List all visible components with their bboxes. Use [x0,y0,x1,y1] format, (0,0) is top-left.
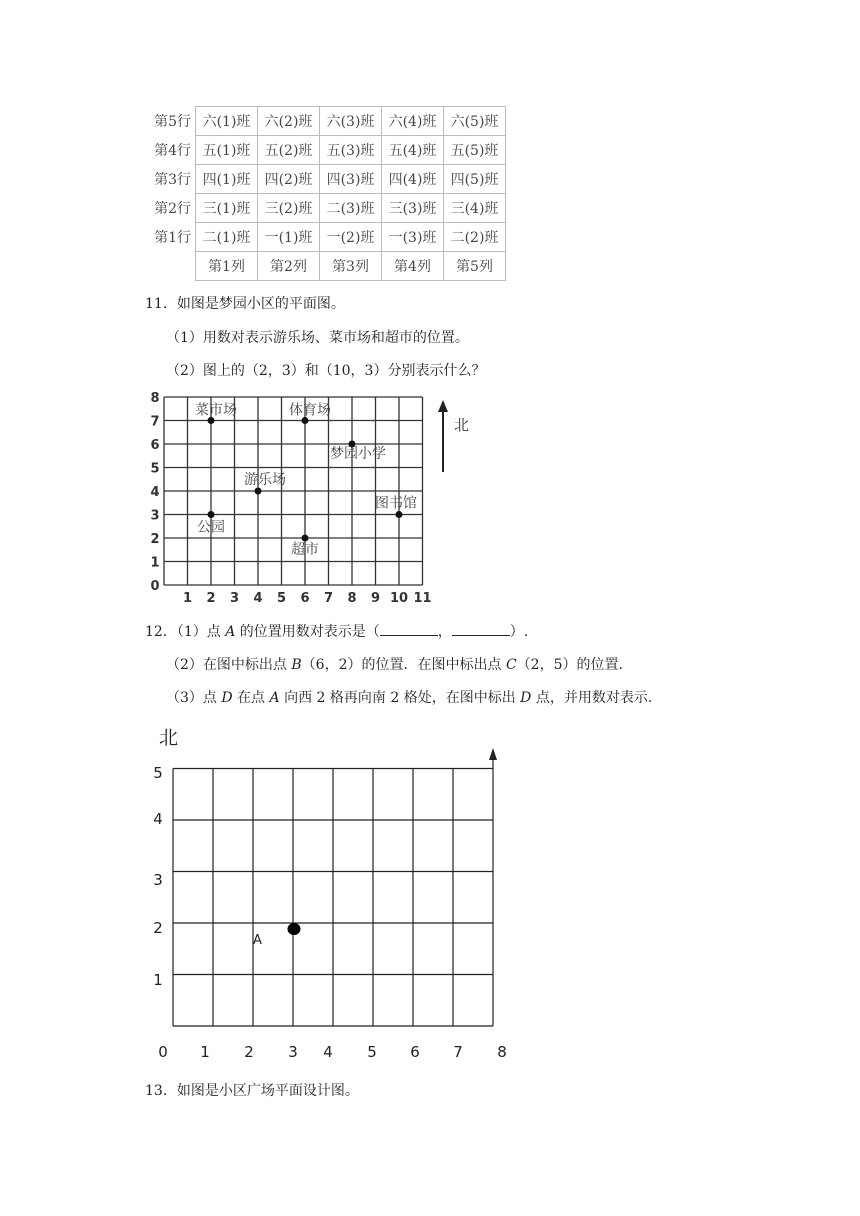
map-point-label: 超市 [291,542,319,558]
table-cell: 六(2)班 [258,107,320,136]
y-tick-label: 0 [150,579,160,594]
map-point-label: 公园 [197,519,225,536]
q11-title-text: 如图是梦园小区的平面图。 [176,296,345,312]
column-label: 第1列 [196,252,258,281]
x-tick-label: 8 [497,1043,507,1061]
table-row [145,165,506,194]
row-label: 第3行 [154,172,191,188]
x-tick-label: 7 [453,1043,463,1061]
table-cell: 二(1)班 [196,223,258,252]
x-tick-label: 6 [300,591,310,606]
table-cell: 一(2)班 [320,223,382,252]
y-tick-label: 8 [150,392,160,406]
y-tick-label: 6 [150,438,160,453]
y-tick-label: 4 [153,810,163,828]
q11-sub1: （1）用数对表示游乐场、菜市场和超市的位置。 [166,330,469,346]
q13-title-text: 如图是小区广场平面设计图。 [176,1083,359,1099]
x-tick-label: 1 [182,591,193,606]
q12-sub2: （2）在图中标出点 B（6，2）的位置．在图中标出点 C（2，5）的位置. [166,657,623,673]
table-cell: 六(5)班 [444,107,506,136]
table-row [145,107,506,136]
table-cell: 四(2)班 [258,165,320,194]
y-tick-label: 2 [150,532,160,547]
table-cell: 五(5)班 [444,136,506,165]
q12-number: 12． [145,624,177,640]
map-point [208,511,215,518]
map-point [302,535,309,542]
x-tick-label: 7 [323,591,334,606]
q12-sub1: 12．（1）点 A 的位置用数对表示是（ ， ）. [145,621,528,641]
answer-blank-2[interactable] [452,621,510,636]
x-tick-label: 2 [244,1043,254,1061]
north-arrow-head-icon [489,748,497,760]
point-a-var: A [225,624,236,640]
answer-blank-1[interactable] [380,621,438,636]
table-cell: 五(1)班 [196,136,258,165]
x-tick-label: 6 [410,1043,420,1061]
table-cell: 六(4)班 [382,107,444,136]
y-tick-label: 3 [153,871,163,889]
table-cell: 三(2)班 [258,194,320,223]
x-tick-label: 3 [288,1043,298,1061]
table-cell: 二(2)班 [444,223,506,252]
map-point-label: 游乐场 [244,472,286,488]
table-cell: 一(1)班 [258,223,320,252]
x-tick-label: 1 [200,1043,210,1061]
column-label: 第3列 [320,252,382,281]
coordinate-grid [145,720,515,1065]
table-row [145,136,506,165]
table-cell: 四(5)班 [444,165,506,194]
y-tick-label: 5 [153,764,163,782]
x-tick-label: 9 [370,591,381,606]
table-cell: 三(3)班 [382,194,444,223]
table-cell: 五(4)班 [382,136,444,165]
table-cell: 五(3)班 [320,136,382,165]
y-tick-label: 7 [150,414,160,430]
table-cell: 三(1)班 [196,194,258,223]
table-cell: 六(3)班 [320,107,382,136]
q12-sub3: （3）点 D 在点 A 向西 2 格再向南 2 格处，在图中标出 D 点，并用数对表示. [166,690,653,706]
table-row [145,223,506,252]
map-point [396,511,403,518]
y-tick-label: 1 [150,555,160,571]
north-label: 北 [159,727,179,749]
x-tick-label: 3 [229,591,240,606]
map-point-label: 梦园小学 [330,446,386,462]
map-point-label: 体育场 [289,402,331,419]
row-label: 第2行 [154,201,191,217]
x-tick-label: 0 [158,1043,168,1061]
table-cell: 三(4)班 [444,194,506,223]
point-a-dot [288,923,301,935]
table-cell: 四(4)班 [382,165,444,194]
q11-number: 11． [145,296,177,312]
row-label: 第5行 [154,114,191,130]
column-label: 第5列 [444,252,506,281]
y-tick-label: 5 [150,461,160,477]
table-cell: 一(3)班 [382,223,444,252]
map-point [255,488,262,495]
point-a-label: A [253,933,262,948]
table-cell: 四(3)班 [320,165,382,194]
x-tick-label: 4 [253,591,263,606]
table-cell: 二(3)班 [320,194,382,223]
y-tick-label: 3 [150,508,160,524]
x-tick-label: 5 [276,591,287,606]
seating-table [145,106,506,281]
row-label: 第1行 [154,230,191,246]
table-cell: 四(1)班 [196,165,258,194]
q11-title [145,293,345,313]
y-tick-label: 1 [153,971,163,989]
q11-sub2: （2）图上的（2，3）和（10，3）分别表示什么？ [166,363,486,379]
table-cell: 五(2)班 [258,136,320,165]
q13-number: 13． [145,1083,177,1099]
column-label-row [145,252,506,281]
table-row [145,194,506,223]
north-arrow-head-icon [438,400,448,412]
x-tick-label: 5 [367,1043,377,1061]
column-label: 第4列 [382,252,444,281]
x-tick-label: 11 [413,591,432,606]
y-tick-label: 2 [153,919,163,937]
q13-title [145,1080,359,1100]
map-point-label: 图书馆 [375,495,417,512]
x-tick-label: 8 [347,591,357,606]
y-tick-label: 4 [150,485,160,500]
table-cell: 六(1)班 [196,107,258,136]
row-label: 第4行 [154,143,191,159]
community-map [140,392,480,607]
x-tick-label: 10 [389,591,409,606]
x-tick-label: 2 [206,591,216,606]
x-tick-label: 4 [323,1043,333,1061]
north-label: 北 [454,416,470,434]
map-point-label: 菜市场 [195,402,237,419]
column-label: 第2列 [258,252,320,281]
